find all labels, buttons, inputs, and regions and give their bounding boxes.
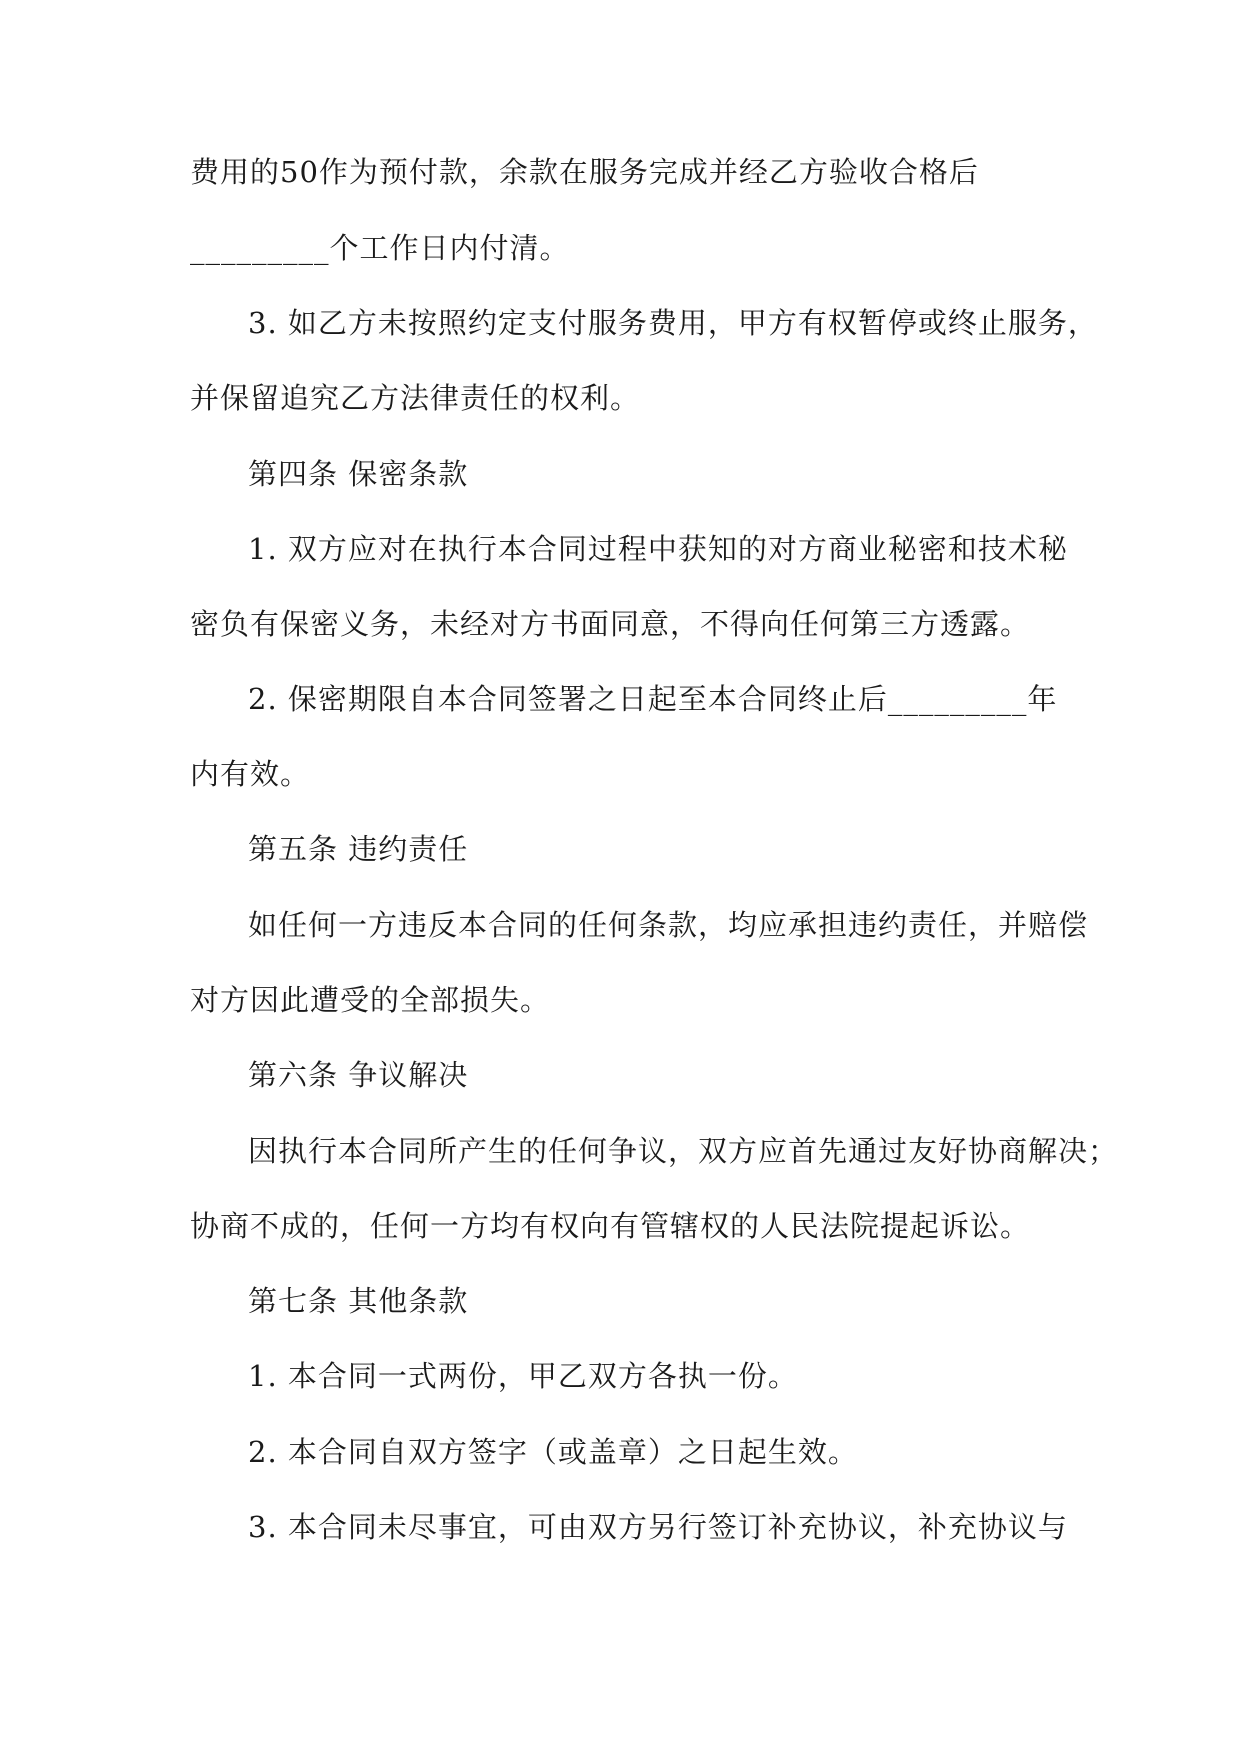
text-line-18: 2. 本合同自双方签字（或盖章）之日起生效。 <box>248 1435 858 1469</box>
text-line-8: 2. 保密期限自本合同签署之日起至本合同终止后_________年 <box>248 682 1058 716</box>
text-line-12: 对方因此遭受的全部损失。 <box>190 983 551 1017</box>
text-line-3: 3. 如乙方未按照约定支付服务费用，甲方有权暂停或终止服务， <box>248 306 1098 340</box>
section-heading-5: 第五条 违约责任 <box>248 832 469 866</box>
text-line-17: 1. 本合同一式两份，甲乙双方各执一份。 <box>248 1359 798 1393</box>
text-line-11: 如任何一方违反本合同的任何条款，均应承担违约责任，并赔偿 <box>248 908 1089 942</box>
section-heading-6: 第六条 争议解决 <box>248 1058 469 1092</box>
text-line-19: 3. 本合同未尽事宜，可由双方另行签订补充协议，补充协议与 <box>248 1510 1068 1544</box>
text-line-6: 1. 双方应对在执行本合同过程中获知的对方商业秘密和技术秘 <box>248 532 1068 566</box>
text-line-1: 费用的50作为预付款，余款在服务完成并经乙方验收合格后 <box>190 155 979 189</box>
section-heading-4: 第四条 保密条款 <box>248 457 469 491</box>
text-line-14: 因执行本合同所产生的任何争议，双方应首先通过友好协商解决； <box>248 1134 1119 1168</box>
text-line-4: 并保留追究乙方法律责任的权利。 <box>190 381 641 415</box>
text-line-7: 密负有保密义务，未经对方书面同意，不得向任何第三方透露。 <box>190 607 1031 641</box>
section-heading-7: 第七条 其他条款 <box>248 1284 469 1318</box>
text-line-2: _________个工作日内付清。 <box>190 231 570 265</box>
text-line-15: 协商不成的，任何一方均有权向有管辖权的人民法院提起诉讼。 <box>190 1209 1031 1243</box>
text-line-9: 内有效。 <box>190 757 311 791</box>
